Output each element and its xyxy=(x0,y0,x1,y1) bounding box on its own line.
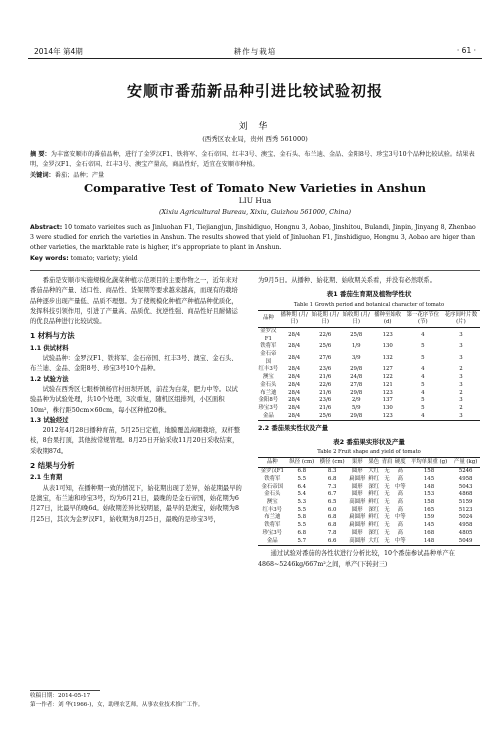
table-header-cell: 播种至始收 (d) xyxy=(372,310,404,327)
table-cell: 布兰迪 xyxy=(260,389,277,396)
abstract-rule xyxy=(30,270,480,271)
table2-caption: 表2 番茄果实形状及产量 xyxy=(333,437,405,446)
table-cell: 深红 xyxy=(368,483,380,490)
table-cell: 6.7 xyxy=(327,491,337,498)
table-cell: 27/8 xyxy=(350,381,363,388)
table-cell: 6.8 xyxy=(297,468,307,475)
table-row xyxy=(258,405,480,413)
table-cell: 8.3 xyxy=(327,468,337,475)
table-cell: 圆形 xyxy=(351,491,363,498)
table-cell: 无 xyxy=(384,506,390,513)
intro-paragraph: 番茄是安顺市实施规模化蔬菜种植示范项目的主要作物之一，近年来对番茄品种的产量、适口性、商品性、货架期等要求越来越高，而现有的栽培品种逐步出现产量低、品质不理想。为了使规模化种植产种植品种优质化，发挥科技引领作用，引进了产量高、品质优、抗逆性强、商品性好且耐储运的优良品种进行比较试验。 xyxy=(30,277,238,326)
table-row xyxy=(258,514,480,522)
table-row xyxy=(258,397,480,405)
table-cell: 130 xyxy=(382,343,393,350)
table-header-cell: 平均单果重 (g) xyxy=(407,458,451,468)
table-cell: 2/9 xyxy=(351,397,361,404)
subsection-heading: 1.1 供试材料 xyxy=(30,344,69,352)
section-heading: 1 材料与方法 xyxy=(30,331,75,341)
table1-caption-en: Table 1 Growth period and botanical character of tomato xyxy=(293,301,445,308)
table-header-cell: 果形 xyxy=(347,458,367,468)
table-cell: 22/6 xyxy=(319,381,332,388)
table-cell: 高 xyxy=(397,491,403,498)
affiliation-en: (Xixiu Agricultural Bureau, Xixiu, Guizhou 561000, China) xyxy=(158,208,351,216)
table-cell: 澳宝 xyxy=(262,374,274,381)
received-date: 收稿日期：2014-05-17 xyxy=(30,693,91,699)
table-cell: 4 xyxy=(421,389,425,396)
running-header xyxy=(28,44,482,58)
table-cell: 25/6 xyxy=(319,343,332,350)
abstract-zh xyxy=(30,150,480,170)
table-cell: 3 xyxy=(459,331,463,338)
table-row xyxy=(258,499,480,507)
keywords-en xyxy=(30,254,480,264)
table-cell: 28/4 xyxy=(279,413,310,421)
table-cell: 6.8 xyxy=(297,529,307,536)
table-cell: 金品 xyxy=(258,413,279,421)
table-cell: 无 xyxy=(380,538,393,546)
abstract-en-label: Abstract: xyxy=(30,224,63,231)
table-cell: 168 xyxy=(423,529,435,536)
body-paragraph: 试验在西秀区七眼桥镇杨官村田坝开展，前茬为白菜，肥力中等。以试验品种为试验处理，共10个处理，3次重复，随机区组排列，小区面积10m²，株行距50cm×60cm，每小区种植20株。 xyxy=(30,385,238,414)
subsection-heading: 1.2 试验方法 xyxy=(30,375,69,383)
abstract-en-text: 10 tomato varieites such as Jinluohan F1, Tiejiangjun, Jinshidiguo, Hongnu 3, Aobao, Jinshitou, Bulandi, Jinpin, Jinyang 8, Zhenbao 3 were studied for enrich the varieties in Anshun. The results showed that yield of Jinluohan F1, Jinshidiguo, Hongnu 3, Aobao are higer than other varieties, the marktable rate is higher, it's appropriate to plant in Anshun. xyxy=(30,224,476,251)
table-cell: 148 xyxy=(407,538,451,546)
table-cell: 鲜红 xyxy=(368,491,380,498)
table-cell: 5.8 xyxy=(297,514,307,521)
table-cell: 132 xyxy=(382,354,393,361)
table-cell: 中等 xyxy=(394,538,407,546)
table-cell: 高 xyxy=(397,506,403,513)
table-cell: 无 xyxy=(384,483,390,490)
table-cell: 3 xyxy=(459,343,463,350)
table-cell: 7.8 xyxy=(327,529,337,536)
paper-title-en: Comparative Test of Tomato New Varieties in Anshun xyxy=(83,181,426,195)
table-cell: 4958 xyxy=(458,475,473,482)
subsection-heading: 2.1 生育期 xyxy=(30,474,63,482)
table-row xyxy=(258,530,480,538)
table-cell: 高 xyxy=(397,529,403,536)
table-cell: 5 xyxy=(421,381,425,388)
table-header-cell: 花序间叶片数 (片) xyxy=(442,310,480,327)
table-cell: 1/9 xyxy=(351,343,361,350)
table-cell: 5246 xyxy=(458,468,473,475)
table-cell: 红丰3号 xyxy=(262,506,283,513)
table-cell: 5.5 xyxy=(297,522,307,529)
issue-label: 2014年 第4期 xyxy=(34,47,83,56)
right-column xyxy=(258,276,480,570)
keywords-zh xyxy=(30,171,480,181)
table-cell: 无 xyxy=(384,499,390,506)
table-cell: 6.8 xyxy=(327,514,337,521)
table-cell: 铁将军 xyxy=(264,475,281,482)
table-cell: 扁圆形 xyxy=(349,475,366,482)
left-column xyxy=(30,276,242,525)
table-row xyxy=(258,476,480,484)
table-cell: 2 xyxy=(459,389,463,396)
table-cell: 金罗汉F1 xyxy=(260,327,277,342)
table-header-cell: 纵径 (cm) xyxy=(287,458,317,468)
table-cell: 金阳8号 xyxy=(258,397,279,404)
table-header-cell: 横径 (cm) xyxy=(317,458,347,468)
table-cell: 圆形 xyxy=(351,529,363,536)
table-cell: 21/6 xyxy=(319,404,332,411)
table-cell: 金罗汉F1 xyxy=(260,468,284,475)
table-cell: 布兰迪 xyxy=(264,514,281,521)
table-cell: 深红 xyxy=(368,529,380,536)
table-cell: 3 xyxy=(459,354,463,361)
author: 刘 华 xyxy=(238,122,272,132)
table-cell: 大红 xyxy=(367,538,380,546)
table2-caption-en: Table 2 Fruit shape and yield of tomato xyxy=(317,448,421,455)
table-cell: 148 xyxy=(423,483,435,490)
table-cell: 22/6 xyxy=(319,331,332,338)
table-cell: 金石头 xyxy=(264,491,281,498)
keywords-zh-label: 关键词： xyxy=(30,172,55,179)
table-cell: 无 xyxy=(384,468,390,475)
table-cell: 金石头 xyxy=(260,381,277,388)
table-cell: 6.0 xyxy=(327,506,337,513)
table-cell: 28/4 xyxy=(288,389,301,396)
table-cell: 29/8 xyxy=(350,366,363,373)
table-header-cell: 品种 xyxy=(258,458,287,468)
table-cell: 无 xyxy=(384,529,390,536)
affiliation: (西秀区农业局，贵州 西秀 561000) xyxy=(202,135,308,143)
table-cell: 6.8 xyxy=(327,522,337,529)
abstract-zh-label: 摘 要： xyxy=(30,151,51,158)
table-cell: 3 xyxy=(459,381,463,388)
body-paragraph: 为9月5日。从播种、始花期、始收期关系看，并没有必然联系。 xyxy=(258,277,437,284)
table-cell: 159 xyxy=(423,514,435,521)
table-cell: 123 xyxy=(382,389,393,396)
table-cell: 鲜红 xyxy=(368,522,380,529)
table-cell: 2 xyxy=(459,404,463,411)
table-cell: 27/6 xyxy=(319,354,332,361)
table-cell: 铁将军 xyxy=(260,343,277,350)
table-cell: 7.3 xyxy=(327,483,337,490)
table-cell: 6.6 xyxy=(317,538,347,546)
table-header-cell: 青肩 xyxy=(380,458,393,468)
table-cell: 123 xyxy=(382,331,393,338)
table-cell: 158 xyxy=(423,468,435,475)
table-cell: 29/8 xyxy=(350,389,363,396)
table-cell: 28/4 xyxy=(288,374,301,381)
table-cell: 5024 xyxy=(458,514,473,521)
table-cell: 金石帝国 xyxy=(261,483,284,490)
table-cell: 4958 xyxy=(458,522,473,529)
table-cell: 高 xyxy=(397,468,403,475)
table-cell: 28/4 xyxy=(288,343,301,350)
table-row xyxy=(258,491,480,499)
table-cell: 4 xyxy=(404,413,442,421)
table-cell: 金品 xyxy=(258,538,287,546)
table-header-row xyxy=(258,458,480,468)
table-cell: 28/4 xyxy=(288,331,301,338)
table-cell: 3 xyxy=(442,413,480,421)
table-header-cell: 始收期 (月/日) xyxy=(341,310,372,327)
table-cell: 6.8 xyxy=(327,475,337,482)
table-cell: 165 xyxy=(423,506,435,513)
table-cell: 圆形 xyxy=(351,468,363,475)
table-cell: 澳宝 xyxy=(266,499,278,506)
table-cell: 5.7 xyxy=(287,538,317,546)
header-rule xyxy=(28,58,482,59)
table-cell: 珍宝3号 xyxy=(258,404,279,411)
table-header-cell: 果色 xyxy=(367,458,380,468)
table-cell: 红丰3号 xyxy=(258,366,279,373)
table-cell: 圆形 xyxy=(351,483,363,490)
table-cell: 扁圆形 xyxy=(349,514,366,521)
table-cell: 121 xyxy=(382,381,393,388)
table-cell: 3/9 xyxy=(351,354,361,361)
table-cell: 123 xyxy=(372,413,404,421)
table-cell: 高 xyxy=(397,499,403,506)
footnote-rule xyxy=(30,690,100,691)
table-cell: 5/9 xyxy=(351,404,361,411)
table-row xyxy=(258,374,480,382)
table-row xyxy=(258,468,480,476)
body-paragraph: 2012年4月28日播种育苗，5月25日定植，地膜覆盖高厢栽培，双杆整枝，8台果打顶，其他按常规管理。8月25日开始采收11月20日采收结束，采收期87d。 xyxy=(30,427,241,455)
table-cell: 23/6 xyxy=(319,366,332,373)
table-cell: 153 xyxy=(423,491,435,498)
body-paragraph: 通过试验对番茄的各性状进行分析比较，10个番茄参试品种单产在4868~5246kg/667m²之间，单产(下转封三) xyxy=(258,550,455,568)
table-cell: 5043 xyxy=(458,483,473,490)
table-cell: 高 xyxy=(397,475,403,482)
table-cell: 高圆形 xyxy=(349,499,366,506)
section-heading: 2 结果与分析 xyxy=(30,461,75,471)
table-cell: 5.3 xyxy=(297,499,307,506)
table-cell: 145 xyxy=(423,475,435,482)
table-row xyxy=(258,382,480,390)
table-cell: 6.5 xyxy=(327,499,337,506)
keywords-zh-text: 番茄；品种；产量 xyxy=(54,172,105,179)
table-cell: 122 xyxy=(382,374,393,381)
table2 xyxy=(258,457,480,546)
table-cell: 深红 xyxy=(368,506,380,513)
table-cell: 158 xyxy=(423,499,435,506)
table-cell: 5 xyxy=(421,404,425,411)
table-cell: 21/6 xyxy=(319,374,332,381)
table-cell: 25/6 xyxy=(310,413,341,421)
table-header-cell: 始花期 (月/日) xyxy=(310,310,341,327)
table-cell: 28/4 xyxy=(288,397,301,404)
subsection-heading: 1.3 试验经过 xyxy=(30,416,69,424)
table-row xyxy=(258,327,480,343)
table-cell: 3 xyxy=(459,374,463,381)
table1 xyxy=(258,310,480,421)
table-row xyxy=(258,538,480,546)
body-paragraph: 从表1可知，在播种期一致的情况下，始花期出现了差异，始花期最早的是澳宝，布兰迪和珍宝3号，均为6月21日，最晚的是金石帝国，始花期为6月27日，比最早的晚6d。始收期差异比较明显，最早的是澳宝，始收期为8月25日，其次为金罗汉F1，始收期为8月25日，最晚的是珍宝3号， xyxy=(30,484,242,523)
table-cell: 5049 xyxy=(451,538,480,546)
table-header-cell: 品种 xyxy=(258,310,279,327)
author-en: LIU Hua xyxy=(238,196,272,205)
paper-title: 安顺市番茄新品种引进比较试验初报 xyxy=(126,82,383,100)
table-cell: 28/4 xyxy=(288,354,301,361)
table1-caption: 表1 番茄生育期及植物学性状 xyxy=(326,290,412,299)
table-cell: 珍宝3号 xyxy=(262,529,283,536)
table-cell: 3 xyxy=(459,397,463,404)
table-header-row xyxy=(258,310,480,327)
table-cell: 28/4 xyxy=(288,381,301,388)
keywords-en-label: Key words: xyxy=(30,255,69,262)
table-cell: 25/8 xyxy=(350,331,363,338)
table-cell: 铁将军 xyxy=(264,522,281,529)
journal-name: 耕作与栽培 xyxy=(233,47,277,56)
table-cell: 鲜红 xyxy=(368,514,380,521)
table-cell: 21/6 xyxy=(319,389,332,396)
table-cell: 中等 xyxy=(394,514,406,521)
table-cell: 鲜红 xyxy=(368,475,380,482)
table-cell: 28/4 xyxy=(288,404,301,411)
table-row xyxy=(258,413,480,421)
table-cell: 无 xyxy=(384,475,390,482)
table-row xyxy=(258,390,480,398)
table-cell: 无 xyxy=(384,522,390,529)
table-row xyxy=(258,343,480,351)
table-cell: 无 xyxy=(384,491,390,498)
table-cell: 5.5 xyxy=(297,506,307,513)
table-cell: 5 xyxy=(421,397,425,404)
table-cell: 金石帝国 xyxy=(260,351,277,365)
table-cell: 130 xyxy=(382,404,393,411)
table-cell: 大红 xyxy=(368,468,380,475)
table-cell: 23/6 xyxy=(319,397,332,404)
table-cell: 无 xyxy=(384,514,390,521)
keywords-en-text: tomato; variety; yield xyxy=(70,255,138,262)
table-cell: 5 xyxy=(421,354,425,361)
table-cell: 4 xyxy=(421,331,425,338)
table-cell: 2 xyxy=(459,366,463,373)
abstract-en xyxy=(30,223,480,253)
subsection-heading: 2.2 番茄果实性状及产量 xyxy=(258,425,329,433)
table-cell: 4 xyxy=(421,366,425,373)
abstract-zh-text: 为丰富安顺市的番茄品种，进行了金罗汉F1、铁将军、金石帝国、红丰3号、澳宝、金石头、布兰迪、金品、金阳8号、珍宝3号10个品种比较试验。结果表明，金罗汉F1、金石帝国、红丰3号、澳宝产量高，商品性好，适宜在安顺市种植。 xyxy=(30,151,475,168)
table-header-cell: 产量 (kg) xyxy=(451,458,480,468)
table-header-cell: 播种期 (月/日) xyxy=(279,310,310,327)
table-cell: 5.5 xyxy=(297,475,307,482)
table-cell: 24/8 xyxy=(350,374,363,381)
table-cell: 5 xyxy=(421,343,425,350)
table-cell: 29/8 xyxy=(341,413,372,421)
table-cell: 5.4 xyxy=(297,491,307,498)
table-cell: 127 xyxy=(382,366,393,373)
page-number: · 61 · xyxy=(456,46,476,55)
table-cell: 6.4 xyxy=(297,483,307,490)
table-cell: 扁圆形 xyxy=(349,522,366,529)
table-header-cell: 第一花序节位 (节) xyxy=(404,310,442,327)
table-cell: 4 xyxy=(421,374,425,381)
table-cell: 鲜红 xyxy=(368,499,380,506)
table-cell: 高 xyxy=(397,522,403,529)
table-cell: 137 xyxy=(382,397,393,404)
author-bio: 第一作者：刘 华(1966-)，女，助理农艺师，从事农业技术推广工作。 xyxy=(30,702,204,708)
body-paragraph: 试验品种：金罗汉F1、铁将军、金石帝国、红丰3号、澳宝、金石头、布兰迪、金品、金阳8号、珍宝3号10个品种。 xyxy=(30,355,238,373)
table-cell: 圆形 xyxy=(351,506,363,513)
table-cell: 中等 xyxy=(394,483,406,490)
table-cell: 高圆形 xyxy=(347,538,367,546)
table-cell: 4805 xyxy=(458,529,473,536)
table-row xyxy=(258,522,480,530)
footnote xyxy=(30,692,242,710)
table-cell: 5123 xyxy=(458,506,473,513)
table-cell: 5159 xyxy=(458,499,473,506)
table-cell: 145 xyxy=(423,522,435,529)
table-cell: 28/4 xyxy=(288,366,301,373)
table-header-cell: 硬度 xyxy=(394,458,407,468)
table-row xyxy=(258,366,480,374)
table-row xyxy=(258,351,480,366)
table-cell: 4868 xyxy=(458,491,473,498)
